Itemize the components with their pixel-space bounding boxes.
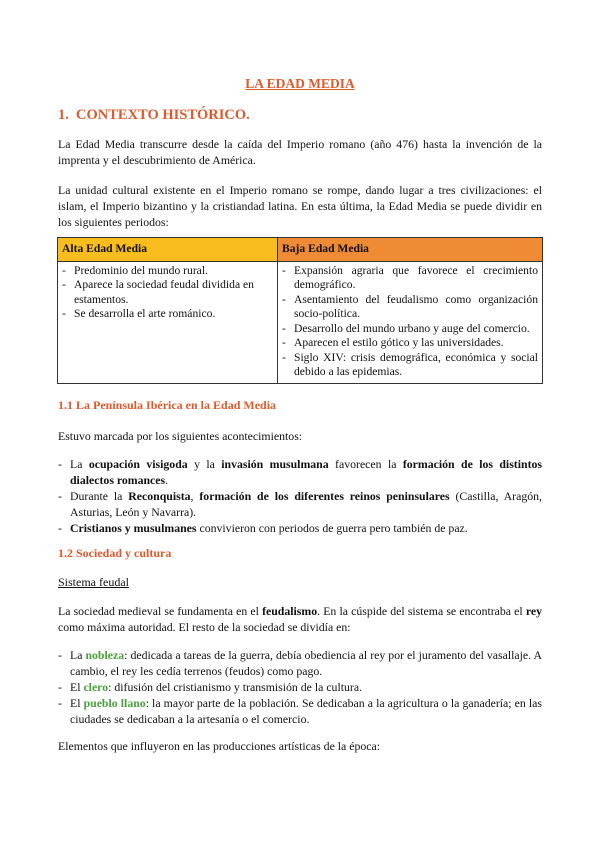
- intro-paragraph-1: La Edad Media transcurre desde la caída del Imperio romano (año 476) hasta la invención de la imprenta y el descubrimiento de América.: [58, 137, 542, 167]
- peninsula-item: - Cristianos y musulmanes convivieron con periodos de guerra pero también de paz.: [58, 520, 542, 536]
- baja-item: - Desarrollo del mundo urbano y auge del comercio.: [282, 322, 538, 337]
- baja-item: - Expansión agraria que favorece el crecimiento demográfico.: [282, 264, 538, 293]
- peninsula-intro: Estuvo marcada por los siguientes acontecimientos:: [58, 429, 303, 443]
- section-1-title: CONTEXTO HISTÓRICO.: [76, 107, 250, 123]
- sistema-feudal-subheading: Sistema feudal: [58, 575, 129, 589]
- baja-edad-media-header: Baja Edad Media: [278, 238, 543, 262]
- baja-item: - Aparecen el estilo gótico y las universidades.: [282, 336, 538, 351]
- alta-item: - Predominio del mundo rural.: [62, 264, 273, 279]
- alta-item: - Se desarrolla el arte románico.: [62, 307, 273, 322]
- estamento-item: - La nobleza: dedicada a tareas de la guerra, debía obediencia al rey por el juramento del vasallaje. A cambio, el rey les cedía terrenos (feudos) como pago.: [58, 647, 542, 679]
- baja-edad-media-cell: [278, 261, 543, 383]
- alta-edad-media-cell: [58, 261, 278, 383]
- section-1-2-heading: 1.2 Sociedad y cultura: [58, 546, 172, 560]
- estamentos-list: [58, 647, 542, 727]
- feudal-paragraph: La sociedad medieval se fundamenta en el feudalismo. En la cúspide del sistema se encontraba el rey como máxima autoridad. El resto de la sociedad se dividía en:: [58, 604, 542, 634]
- closing-paragraph: Elementos que influyeron en las producciones artísticas de la época:: [58, 739, 381, 753]
- section-1-number: 1.: [58, 107, 69, 123]
- document-title: LA EDAD MEDIA: [245, 76, 355, 91]
- alta-edad-media-header: Alta Edad Media: [58, 238, 278, 262]
- estamento-item: - El clero: difusión del cristianismo y transmisión de la cultura.: [58, 679, 542, 695]
- intro-paragraph-2: La unidad cultural existente en el Imperio romano se rompe, dando lugar a tres civilizaciones: el islam, el Imperio bizantino y la cristiandad latina. En esta última, la Edad Media se puede dividir en los siguientes periodos:: [58, 183, 542, 229]
- periods-table: [57, 237, 543, 384]
- estamento-item: - El pueblo llano: la mayor parte de la población. Se dedicaban a la agricultura o la ganadería; en las ciudades se dedicaban a la artesanía o el comercio.: [58, 695, 542, 727]
- baja-item: - Siglo XIV: crisis demográfica, económica y social debido a las epidemias.: [282, 351, 538, 380]
- alta-item: - Aparece la sociedad feudal dividida en estamentos.: [62, 278, 273, 307]
- section-1-heading: [58, 107, 250, 124]
- peninsula-item: - La ocupación visigoda y la invasión musulmana favorecen la formación de los distintos dialectos romances.: [58, 456, 542, 488]
- peninsula-list: [58, 456, 542, 536]
- section-1-1-heading: 1.1 La Península Ibérica en la Edad Media: [58, 398, 277, 412]
- peninsula-item: - Durante la Reconquista, formación de los diferentes reinos peninsulares (Castilla, Aragón, Asturias, León y Navarra).: [58, 488, 542, 520]
- baja-item: - Asentamiento del feudalismo como organización socio-política.: [282, 293, 538, 322]
